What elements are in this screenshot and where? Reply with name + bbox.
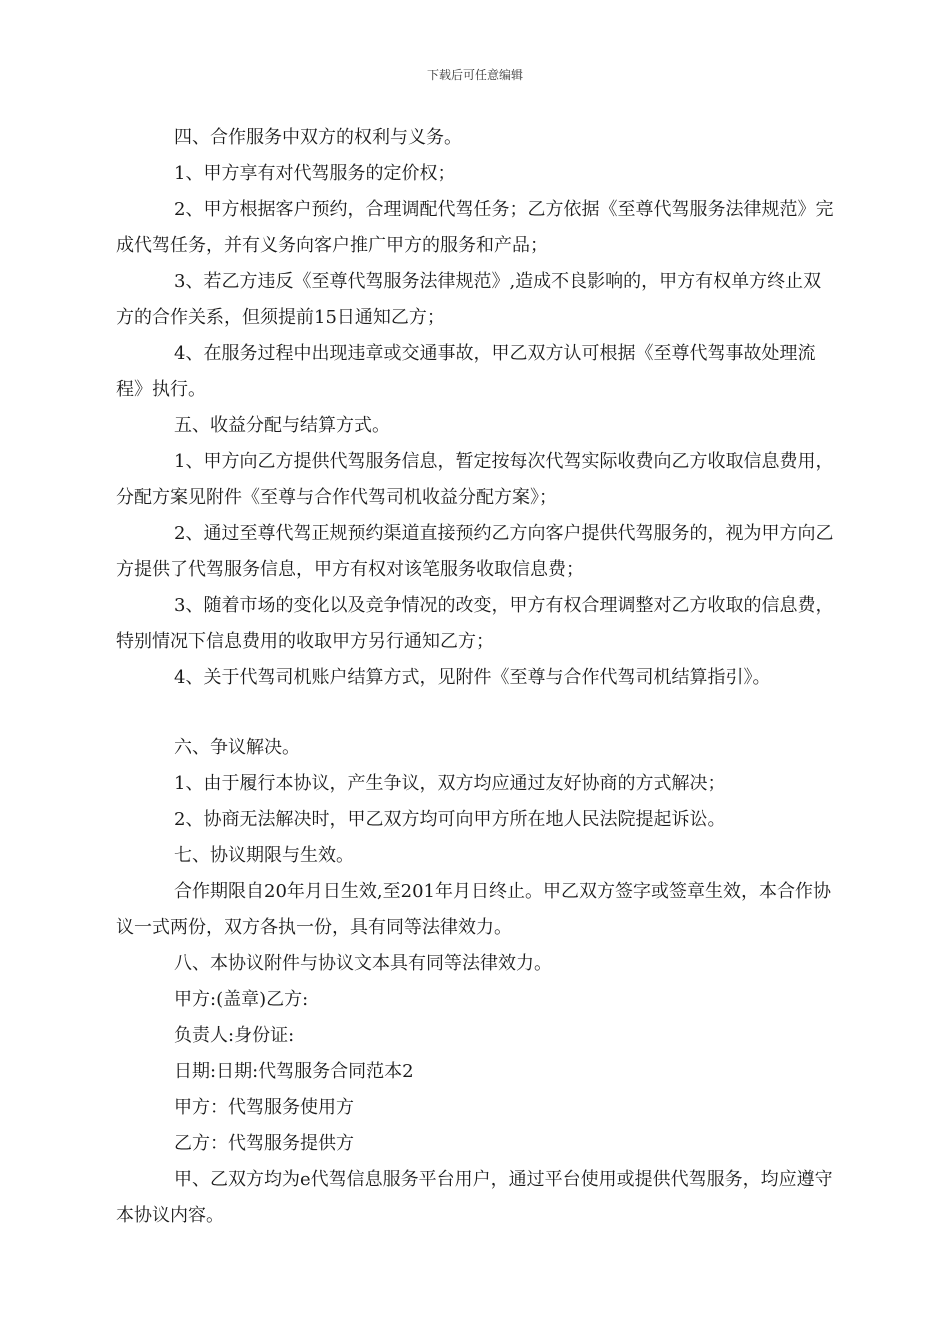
signature-responsible-line: 负责人:身份证: (174, 1025, 295, 1046)
party-b-line: 乙方：代驾服务提供方 (174, 1133, 354, 1154)
intro-paragraph: 甲、乙双方均为e代驾信息服务平台用户，通过平台使用或提供代驾服务，均应遵守本协议内容。 (116, 1169, 833, 1226)
clause-5-1: 1、甲方向乙方提供代驾服务信息，暂定按每次代驾实际收费向乙方收取信息费用，分配方案见附件《至尊与合作代驾司机收益分配方案》； (116, 451, 834, 508)
section-heading-4: 四、合作服务中双方的权利与义务。 (174, 127, 462, 148)
clause-5-2: 2、通过至尊代驾正规预约渠道直接预约乙方向客户提供代驾服务的，视为甲方向乙方提供了代驾服务信息，甲方有权对该笔服务收取信息费； (116, 523, 834, 580)
section-heading-8: 八、本协议附件与协议文本具有同等法律效力。 (174, 953, 552, 974)
section-heading-6: 六、争议解决。 (174, 737, 300, 758)
clause-6-1: 1、由于履行本协议，产生争议，双方均应通过友好协商的方式解决； (174, 773, 726, 794)
clause-5-4: 4、关于代驾司机账户结算方式，见附件《至尊与合作代驾司机结算指引》。 (174, 667, 771, 688)
section-heading-5: 五、收益分配与结算方式。 (174, 415, 390, 436)
clause-6-2: 2、协商无法解决时，甲乙双方均可向甲方所在地人民法院提起诉讼。 (174, 809, 726, 830)
signature-date-line: 日期:日期:代驾服务合同范本2 (174, 1061, 414, 1082)
section-heading-7: 七、协议期限与生效。 (174, 845, 354, 866)
document-body (116, 120, 836, 1234)
clause-4-3: 3、若乙方违反《至尊代驾服务法律规范》,造成不良影响的，甲方有权单方终止双方的合作关系，但须提前15日通知乙方； (116, 271, 822, 328)
party-a-line: 甲方：代驾服务使用方 (174, 1097, 354, 1118)
clause-7-term: 合作期限自20年月日生效,至201年月日终止。甲乙双方签字或签章生效，本合作协议一式两份，双方各执一份，具有同等法律效力。 (116, 881, 831, 938)
blank-line (116, 696, 836, 730)
clause-4-4: 4、在服务过程中出现违章或交通事故，甲乙双方认可根据《至尊代驾事故处理流程》执行。 (116, 343, 816, 400)
page-header: 下载后可任意编辑 (426, 68, 523, 82)
clause-4-2: 2、甲方根据客户预约，合理调配代驾任务；乙方依据《至尊代驾服务法律规范》完成代驾任务，并有义务向客户推广甲方的服务和产品； (116, 199, 834, 256)
clause-5-3: 3、随着市场的变化以及竞争情况的改变，甲方有权合理调整对乙方收取的信息费，特别情况下信息费用的收取甲方另行通知乙方； (116, 595, 834, 652)
signature-party-line: 甲方:(盖章)乙方: (174, 989, 309, 1010)
clause-4-1: 1、甲方享有对代驾服务的定价权； (174, 163, 456, 184)
